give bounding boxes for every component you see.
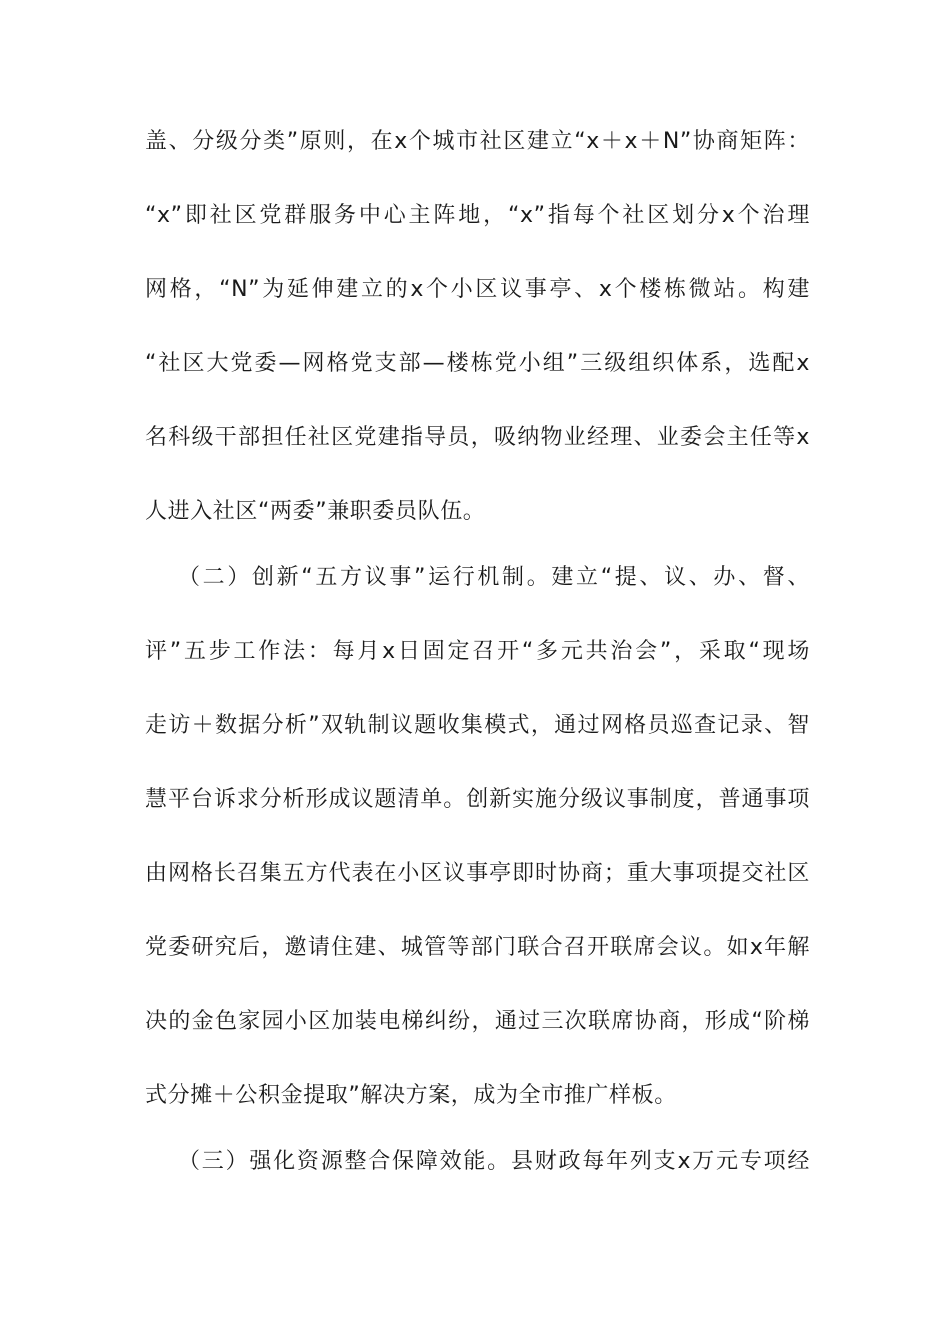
body-text-line: 由网格长召集五方代表在小区议事亭即时协商；重大事项提交社区 <box>145 861 810 886</box>
body-text-line: 人进入社区“两委”兼职委员队伍。 <box>145 499 486 524</box>
body-text-line: 名科级干部担任社区党建指导员，吸纳物业经理、业委会主任等x <box>145 425 810 450</box>
body-text-line: “x”即社区党群服务中心主阵地，“x”指每个社区划分x个治理 <box>145 203 810 228</box>
body-text-line: 走访＋数据分析”双轨制议题收集模式，通过网格员巡查记录、智 <box>145 713 810 738</box>
section-heading-line: （二）创新“五方议事”运行机制。建立“提、议、办、督、 <box>178 565 810 590</box>
body-text-line: 党委研究后，邀请住建、城管等部门联合召开联席会议。如x年解 <box>145 935 810 960</box>
body-text-line: 网格，“N”为延伸建立的x个小区议事亭、x个楼栋微站。构建 <box>145 277 810 302</box>
body-text-line: 式分摊＋公积金提取”解决方案，成为全市推广样板。 <box>145 1083 677 1108</box>
body-text-line: 慧平台诉求分析形成议题清单。创新实施分级议事制度，普通事项 <box>145 787 810 812</box>
body-text-line: 评”五步工作法：每月x日固定召开“多元共治会”，采取“现场 <box>145 639 810 664</box>
body-text-line: “社区大党委—网格党支部—楼栋党小组”三级组织体系，选配x <box>145 351 810 376</box>
body-text-line: 决的金色家园小区加装电梯纠纷，通过三次联席协商，形成“阶梯 <box>145 1009 810 1034</box>
section-heading-line: （三）强化资源整合保障效能。县财政每年列支x万元专项经 <box>178 1149 810 1174</box>
body-text-line: 盖、分级分类”原则，在x个城市社区建立“x＋x＋N”协商矩阵： <box>145 129 810 154</box>
